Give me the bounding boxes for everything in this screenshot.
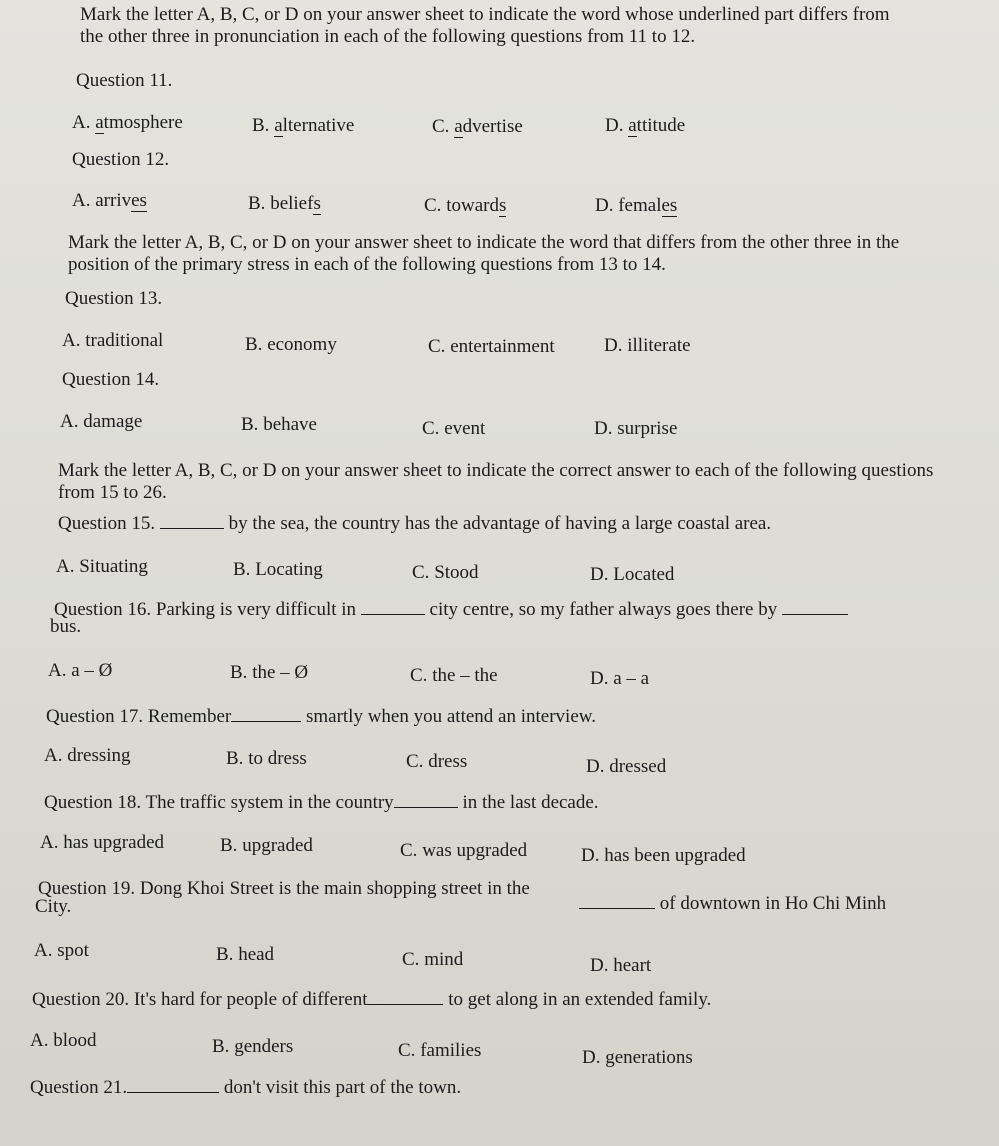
q11-option-b[interactable]: B. alternative	[252, 115, 355, 136]
q18-option-d[interactable]: D. has been upgraded	[581, 845, 746, 866]
question-16-stem-line1: Question 16. Parking is very difficult in city centre, so my father always goes there by	[54, 598, 848, 621]
question-13-label: Question 13.	[65, 288, 163, 309]
q20-option-b[interactable]: B. genders	[212, 1036, 294, 1057]
q16-option-a[interactable]: A. a – Ø	[48, 660, 113, 681]
q12-option-b[interactable]: B. beliefs	[248, 193, 321, 214]
q20-option-a[interactable]: A. blood	[30, 1030, 97, 1051]
instruction-pronunciation: Mark the letter A, B, C, or D on your answer sheet to indicate the word whose underlined part differs from the other three in pronunciation in each of the following questions from 11 to 12.	[80, 4, 890, 47]
q16-option-b[interactable]: B. the – Ø	[230, 662, 309, 683]
q17-option-a[interactable]: A. dressing	[44, 745, 131, 766]
q14-option-a[interactable]: A. damage	[60, 411, 143, 432]
question-12-label: Question 12.	[72, 149, 170, 170]
q20-option-c[interactable]: C. families	[398, 1040, 482, 1061]
answer-blank[interactable]	[782, 598, 848, 615]
q13-option-b[interactable]: B. economy	[245, 334, 337, 355]
q13-option-d[interactable]: D. illiterate	[604, 335, 691, 356]
question-11-label: Question 11.	[76, 70, 173, 91]
q16-option-d[interactable]: D. a – a	[590, 668, 650, 689]
q19-option-b[interactable]: B. head	[216, 944, 275, 965]
question-19-stem-blank: of downtown in Ho Chi Minh	[579, 892, 886, 915]
instruction-stress: Mark the letter A, B, C, or D on your answer sheet to indicate the word that differs from the other three in the position of the primary stress in each of the following questions from 13 to 14.	[68, 232, 900, 275]
q11-option-a[interactable]: A. atmosphere	[72, 112, 183, 133]
q15-option-a[interactable]: A. Situating	[56, 556, 148, 577]
q18-option-b[interactable]: B. upgraded	[220, 835, 313, 856]
q12-option-c[interactable]: C. towards	[424, 195, 507, 216]
question-21-stem: Question 21. don't visit this part of the town.	[30, 1077, 462, 1098]
q14-option-c[interactable]: C. event	[422, 418, 486, 439]
q17-option-c[interactable]: C. dress	[406, 751, 468, 772]
question-17-stem: Question 17. Remember smartly when you attend an interview.	[46, 706, 596, 727]
q16-option-c[interactable]: C. the – the	[410, 665, 498, 686]
q12-option-a[interactable]: A. arrives	[72, 190, 147, 211]
q13-option-a[interactable]: A. traditional	[62, 330, 164, 351]
q19-option-a[interactable]: A. spot	[34, 940, 89, 961]
question-14-label: Question 14.	[62, 369, 160, 390]
q18-option-a[interactable]: A. has upgraded	[40, 832, 165, 853]
instruction-correct-answer: Mark the letter A, B, C, or D on your answer sheet to indicate the correct answer to each of the following questions from 15 to 26.	[58, 460, 934, 503]
answer-blank[interactable]	[367, 988, 443, 1005]
q19-option-d[interactable]: D. heart	[590, 955, 652, 976]
question-20-stem: Question 20. It's hard for people of different to get along in an extended family.	[32, 989, 712, 1010]
q12-option-d[interactable]: D. females	[595, 195, 678, 216]
question-19-stem-line2: City.	[35, 896, 72, 917]
q18-option-c[interactable]: C. was upgraded	[400, 840, 528, 861]
q20-option-d[interactable]: D. generations	[582, 1047, 693, 1068]
answer-blank[interactable]	[361, 598, 425, 615]
question-18-stem: Question 18. The traffic system in the country in the last decade.	[44, 792, 599, 813]
q11-option-d[interactable]: D. attitude	[605, 115, 686, 136]
q15-option-d[interactable]: D. Located	[590, 564, 675, 585]
q13-option-c[interactable]: C. entertainment	[428, 336, 555, 357]
q15-option-c[interactable]: C. Stood	[412, 562, 479, 583]
q15-option-b[interactable]: B. Locating	[233, 559, 323, 580]
q17-option-b[interactable]: B. to dress	[226, 748, 307, 769]
q14-option-d[interactable]: D. surprise	[594, 418, 678, 439]
answer-blank[interactable]	[160, 512, 224, 529]
q14-option-b[interactable]: B. behave	[241, 414, 317, 435]
question-16-stem-line2: bus.	[50, 616, 82, 637]
q19-option-c[interactable]: C. mind	[402, 949, 464, 970]
answer-blank[interactable]	[231, 705, 301, 722]
q17-option-d[interactable]: D. dressed	[586, 756, 667, 777]
question-19-stem-line1: Question 19. Dong Khoi Street is the main shopping street in the	[38, 878, 530, 899]
answer-blank[interactable]	[394, 791, 458, 808]
q11-option-c[interactable]: C. advertise	[432, 116, 523, 137]
question-15-stem: Question 15. by the sea, the country has the advantage of having a large coastal area.	[58, 513, 772, 534]
answer-blank[interactable]	[579, 892, 655, 909]
answer-blank[interactable]	[127, 1076, 219, 1093]
